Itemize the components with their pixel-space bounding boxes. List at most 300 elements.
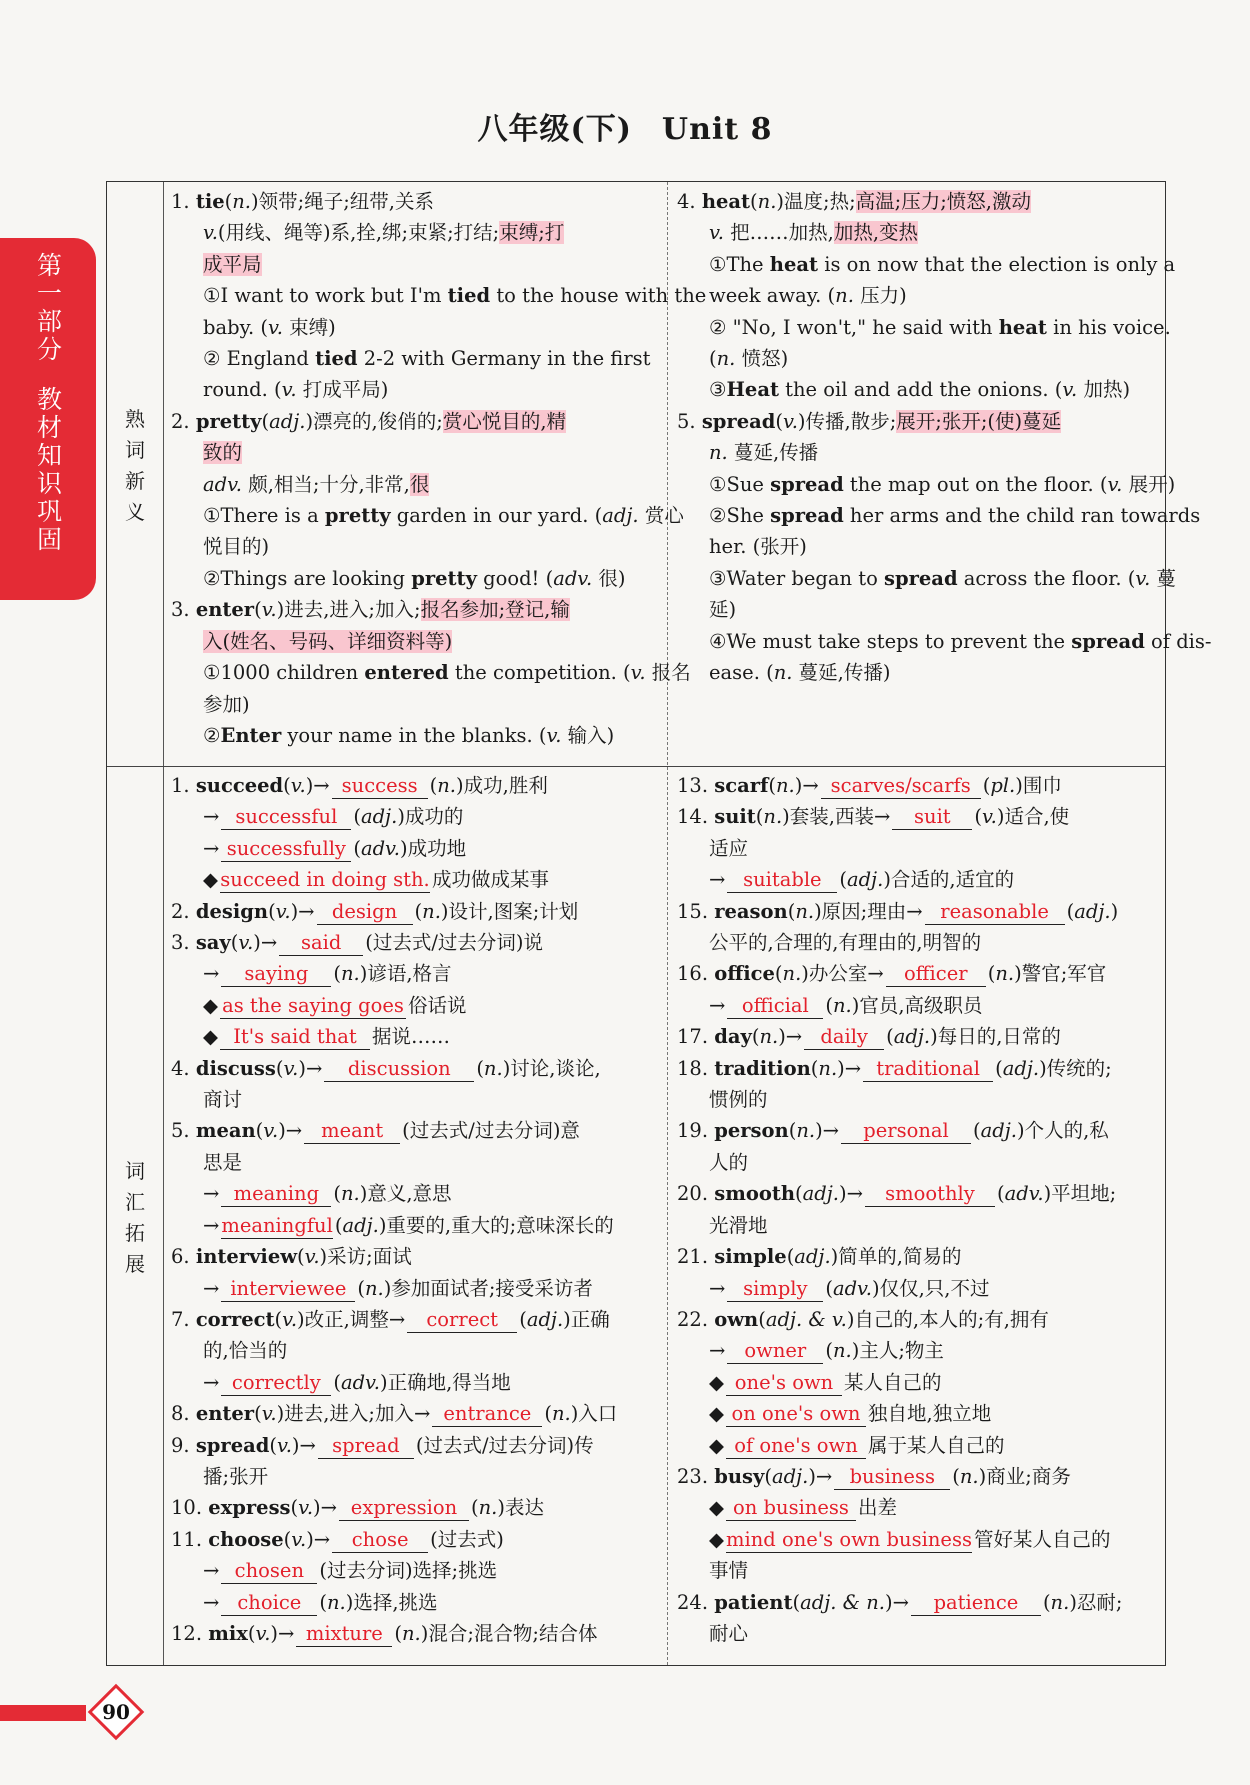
headword: heat	[998, 315, 1047, 339]
section-label-char: 词	[125, 438, 145, 462]
text-line	[677, 1210, 1161, 1241]
text-line	[677, 406, 1161, 437]
text-segment: 延)	[709, 598, 737, 622]
answer-blank: as the saying goes	[220, 994, 406, 1019]
text-segment: 蔓	[1150, 566, 1177, 590]
answer-blank: correct	[407, 1308, 517, 1333]
page-number: 90	[102, 1700, 130, 1724]
text-segment: )每日的,日常的	[930, 1025, 1061, 1049]
text-line	[171, 531, 661, 562]
answer-blank: discussion	[324, 1057, 474, 1082]
text-segment: (	[519, 1307, 527, 1331]
headword: tied	[315, 347, 358, 371]
section-label-vocabulary	[107, 1156, 163, 1280]
text-segment: ◆	[709, 1433, 724, 1457]
text-segment: adj.	[269, 409, 306, 433]
text-segment: (	[758, 1307, 766, 1331]
text-segment: adj.	[802, 1182, 839, 1206]
highlighted-meaning: 报名参加;登记,输	[420, 598, 570, 622]
text-segment: 赏心	[638, 504, 684, 528]
text-segment: →	[203, 1182, 220, 1206]
section-label-char: 词	[125, 1159, 145, 1183]
text-line	[171, 217, 661, 248]
text-segment: v.	[275, 899, 291, 923]
headword: spread	[770, 472, 844, 496]
text-segment: ①The	[709, 252, 770, 276]
text-line	[677, 770, 1161, 801]
answer-blank: spread	[318, 1434, 414, 1459]
text-segment: adj.	[1074, 899, 1111, 923]
highlighted-meaning: 高温;压力;愤怒,激动	[855, 190, 1032, 213]
text-line	[171, 1398, 661, 1429]
text-segment: )→	[270, 1621, 295, 1645]
text-segment: adj.	[342, 1213, 379, 1237]
text-line	[171, 1492, 661, 1523]
text-segment: 打成平局)	[296, 378, 389, 402]
text-line	[171, 1461, 661, 1492]
answer-blank: success	[332, 774, 428, 799]
text-segment: n.	[775, 774, 795, 797]
highlighted-meaning: 很	[409, 472, 430, 496]
text-segment: (过去式/过去分词)意	[402, 1119, 580, 1143]
text-segment: )→	[253, 931, 278, 955]
answer-blank: It's said that	[220, 1025, 370, 1050]
answer-blank: traditional	[863, 1057, 993, 1082]
headword: pretty	[411, 566, 477, 590]
text-line	[677, 833, 1161, 864]
text-segment: adv.	[340, 1370, 380, 1394]
text-segment: n.	[959, 1464, 979, 1488]
text-line	[171, 801, 661, 832]
text-segment: (	[254, 1402, 262, 1426]
text-segment: ◆	[709, 1527, 724, 1551]
text-segment: 适应	[709, 836, 749, 860]
text-segment: (	[333, 1182, 341, 1206]
headword: tie	[195, 190, 225, 213]
answer-blank: chosen	[221, 1559, 317, 1584]
headword: correct	[195, 1307, 275, 1331]
answer-blank: entrance	[432, 1402, 542, 1427]
text-line	[171, 990, 661, 1021]
text-segment: adv.	[1004, 1182, 1044, 1206]
text-segment: →	[203, 1590, 220, 1614]
text-segment: n.	[835, 284, 854, 308]
text-segment: adj. & n.	[800, 1590, 885, 1614]
text-segment: ◆	[709, 1370, 724, 1394]
text-segment: 2.	[171, 409, 196, 433]
text-segment: v.	[277, 1433, 292, 1457]
text-segment: ②Things are looking	[203, 566, 412, 590]
text-segment: )简单的,简易的	[830, 1245, 962, 1269]
text-line	[677, 312, 1171, 343]
text-line	[171, 927, 661, 958]
text-segment: )进去,进入;加入→	[276, 1402, 431, 1426]
text-segment: )→	[291, 1433, 316, 1457]
text-segment: )官员,高级职员	[851, 993, 983, 1017]
text-segment: )忍耐;	[1069, 1590, 1123, 1614]
text-segment: 22.	[677, 1307, 715, 1331]
text-segment: )→	[298, 1056, 323, 1080]
answer-blank: on business	[726, 1496, 856, 1521]
text-segment: (	[973, 1119, 981, 1143]
familiar-words-right-column	[677, 186, 1212, 689]
text-segment: 12.	[171, 1621, 209, 1645]
text-segment: (	[275, 1056, 284, 1080]
answer-blank: mixture	[296, 1622, 392, 1647]
text-segment: )入口	[570, 1402, 618, 1426]
text-segment: )自己的,本人的;有,拥有	[846, 1307, 1049, 1331]
answer-blank: official	[727, 994, 823, 1019]
text-segment: (	[982, 774, 991, 797]
headword: enter	[195, 1402, 255, 1426]
text-segment: )仅仅,只,不过	[871, 1276, 990, 1300]
headword: succeed	[195, 774, 284, 797]
text-segment: garden in our yard. (	[390, 504, 603, 528]
text-segment: 悦目的)	[203, 535, 270, 559]
text-segment: across the floor. (	[957, 566, 1136, 590]
text-segment: (过去式/过去分词)说	[365, 931, 544, 955]
text-line	[171, 469, 661, 500]
headword: office	[714, 962, 775, 986]
text-segment: 1.	[171, 190, 196, 213]
text-segment: adv.	[203, 472, 243, 496]
text-line	[677, 280, 1161, 311]
text-segment: 成功做成某事	[432, 868, 550, 892]
text-segment: (	[764, 1464, 772, 1488]
text-segment: v.	[268, 315, 283, 339]
text-segment: good! (	[476, 566, 554, 590]
text-segment: v.	[298, 1496, 314, 1520]
section-label-char: 熟	[125, 407, 145, 431]
text-segment: →	[709, 993, 726, 1017]
text-segment: 惯例的	[709, 1088, 768, 1112]
text-segment: (	[1042, 1590, 1051, 1614]
text-segment: →	[203, 805, 220, 829]
text-segment: )→	[815, 1119, 840, 1143]
text-line	[171, 1335, 661, 1366]
text-segment: 颇,相当;十分,非常,	[242, 472, 410, 496]
text-line	[171, 958, 661, 989]
highlighted-meaning: 成平局	[203, 252, 262, 276]
text-line	[677, 1555, 1161, 1586]
text-segment: ③Water began to	[709, 566, 885, 590]
text-segment: )采访;面试	[319, 1245, 412, 1269]
text-segment: 属于某人自己的	[868, 1433, 1005, 1457]
answer-blank: simply	[727, 1277, 823, 1302]
text-segment: (	[825, 993, 833, 1017]
text-segment: →	[203, 962, 220, 986]
side-tab-topic: 教材知识巩固	[33, 386, 63, 554]
text-segment: (	[775, 409, 783, 433]
text-segment: (	[334, 1213, 343, 1237]
text-segment: n.	[437, 774, 457, 797]
text-segment: (	[839, 868, 847, 892]
text-segment: )→	[305, 774, 330, 797]
text-line	[171, 689, 661, 720]
answer-blank: choice	[221, 1591, 317, 1616]
text-segment: →	[709, 1276, 726, 1300]
text-line	[171, 1618, 661, 1649]
headword: express	[208, 1496, 291, 1520]
text-line	[677, 1430, 1161, 1461]
text-segment: (	[544, 1402, 552, 1426]
text-segment: 13.	[677, 774, 715, 797]
text-segment: adj.	[360, 805, 398, 829]
text-segment: v.	[1135, 566, 1151, 590]
text-line	[677, 1618, 1161, 1649]
text-segment: v.	[263, 1119, 279, 1143]
headword: own	[714, 1307, 759, 1331]
text-segment: )→	[290, 899, 315, 923]
text-segment: (	[333, 962, 341, 986]
text-segment: baby. (	[203, 315, 269, 339]
answer-blank: expression	[339, 1496, 469, 1521]
text-segment: (	[786, 1245, 795, 1269]
text-segment: ◆	[203, 1025, 218, 1049]
answer-blank: mind one's own business	[726, 1527, 972, 1551]
text-line	[677, 249, 1176, 280]
headword: tradition	[714, 1056, 811, 1080]
text-segment: (过去式/过去分词)传	[415, 1433, 594, 1457]
text-segment: n.	[995, 962, 1015, 986]
text-segment: n.	[364, 1276, 384, 1300]
text-line	[677, 1053, 1161, 1084]
text-segment: (	[795, 1182, 803, 1206]
text-segment: )谚语,格言	[359, 962, 452, 986]
text-segment: 束缚)	[282, 315, 336, 339]
text-line	[171, 864, 661, 895]
text-segment: 2.	[171, 899, 196, 923]
text-segment: n.	[832, 1339, 852, 1363]
text-line	[171, 770, 661, 801]
section-label-char: 拓	[125, 1221, 145, 1245]
text-segment: )→	[794, 774, 819, 797]
answer-blank: interviewee	[221, 1277, 355, 1302]
text-segment: (	[353, 805, 361, 829]
text-line	[677, 958, 1161, 989]
answer-blank: suit	[892, 805, 972, 830]
section-label-char: 新	[125, 469, 145, 493]
text-segment: 耐心	[709, 1621, 749, 1645]
text-segment: (	[768, 774, 776, 797]
text-segment: (	[268, 899, 276, 923]
text-segment: (	[825, 1339, 833, 1363]
text-line	[677, 437, 1161, 468]
text-segment: n.	[716, 347, 736, 371]
text-segment: adj.	[771, 1464, 809, 1488]
text-segment: 23.	[677, 1464, 715, 1488]
text-line	[677, 626, 1212, 657]
text-segment: (	[394, 1621, 402, 1645]
text-segment: (	[996, 1182, 1005, 1206]
text-line	[677, 594, 1161, 625]
headword: entered	[364, 661, 449, 685]
text-segment: 8.	[171, 1402, 196, 1426]
highlighted-meaning: 展开;张开;(使)蔓延	[896, 409, 1062, 433]
content-table	[106, 181, 1212, 1666]
text-segment: ③	[709, 378, 727, 402]
text-segment: v.	[238, 931, 254, 955]
text-segment: n.	[773, 661, 793, 685]
text-segment: →	[709, 1339, 726, 1363]
text-segment: n.	[422, 899, 441, 923]
text-segment: ④We must take steps to prevent the	[709, 629, 1072, 653]
text-segment: )→	[306, 1527, 331, 1551]
text-segment: 19.	[677, 1119, 715, 1143]
text-segment: (	[709, 347, 717, 371]
text-segment: v.	[281, 378, 297, 402]
answer-blank: chose	[332, 1528, 428, 1553]
text-segment: 播;张开	[203, 1464, 269, 1488]
text-segment: (	[254, 598, 262, 622]
text-line	[171, 1241, 661, 1272]
text-segment: 11.	[171, 1527, 209, 1551]
answer-blank: patience	[911, 1591, 1041, 1616]
text-segment: )进去,进入;加入;	[276, 598, 421, 622]
text-segment: (	[476, 1056, 484, 1080]
text-line	[677, 531, 1161, 562]
text-segment: )改正,调整→	[297, 1307, 406, 1331]
text-segment: (	[353, 836, 361, 860]
text-segment: (	[319, 1590, 327, 1614]
text-segment: )混合;混合物;结合体	[420, 1621, 598, 1645]
text-segment: 15.	[677, 899, 715, 923]
headword: scarf	[714, 774, 769, 797]
text-segment: (	[792, 1590, 801, 1614]
label-divider	[163, 182, 164, 1665]
answer-blank: business	[834, 1465, 950, 1490]
text-segment: 参加)	[203, 692, 250, 716]
text-segment: ①1000 children	[203, 661, 365, 685]
text-segment: v.	[1107, 472, 1123, 496]
text-segment: v.	[261, 598, 277, 622]
text-segment: n.	[818, 1056, 838, 1080]
vocabulary-left-column	[171, 770, 661, 1649]
text-segment: v.	[282, 1307, 298, 1331]
text-segment: v.	[290, 774, 306, 797]
text-segment: 愤怒)	[735, 347, 789, 371]
text-line	[677, 343, 1161, 374]
text-segment: n.	[782, 962, 802, 986]
text-line	[677, 500, 1201, 531]
text-segment: (	[255, 1119, 264, 1143]
text-segment: )成功,胜利	[456, 774, 548, 797]
text-line	[171, 1021, 661, 1052]
text-line	[171, 343, 661, 374]
text-line	[171, 1115, 661, 1146]
text-segment: (	[987, 962, 996, 986]
headword: Enter	[220, 723, 282, 747]
answer-blank: successfully	[221, 837, 351, 862]
text-segment: )设计,图案;计划	[440, 899, 579, 923]
text-line	[677, 1524, 1161, 1555]
text-segment: (过去式)	[430, 1527, 504, 1551]
text-segment: 7.	[171, 1307, 196, 1331]
text-segment: (	[290, 1496, 299, 1520]
text-segment: )传播,散步;	[797, 409, 897, 433]
headword: mean	[195, 1119, 256, 1143]
text-segment: n.	[795, 899, 815, 923]
text-segment: v.	[546, 723, 562, 747]
text-segment: 10.	[171, 1496, 209, 1520]
text-segment: adv.	[832, 1276, 872, 1300]
text-segment: (	[429, 774, 438, 797]
text-segment: adv.	[553, 566, 593, 590]
headword: Heat	[726, 378, 779, 402]
text-segment: 报名	[645, 661, 691, 685]
text-segment: v.	[981, 805, 997, 829]
text-segment: )温度;热;	[776, 190, 856, 213]
headword: spread	[770, 504, 844, 528]
answer-blank: owner	[727, 1339, 823, 1364]
text-line	[677, 1178, 1161, 1209]
text-segment: (	[247, 1621, 256, 1645]
text-segment: )重要的,重大的;意味深长的	[378, 1213, 614, 1237]
highlighted-meaning: 入(姓名、号码、详细资料等)	[203, 629, 453, 653]
text-segment: )正确地,得当地	[379, 1370, 511, 1394]
answer-blank: reasonable	[925, 900, 1065, 925]
text-segment: (	[224, 190, 233, 213]
headword: mix	[208, 1621, 248, 1645]
text-segment: )领带;绳子;纽带,关系	[251, 190, 434, 213]
text-segment: 20.	[677, 1182, 715, 1206]
headword: pretty	[324, 504, 391, 528]
text-line	[171, 1587, 661, 1618]
text-segment: ◆	[203, 868, 218, 892]
text-segment: the oil and add the onions. (	[778, 378, 1063, 402]
text-segment: v.	[261, 1402, 277, 1426]
text-line	[677, 801, 1161, 832]
text-segment: →	[203, 1370, 220, 1394]
headword: pretty	[195, 409, 262, 433]
text-segment: n.	[832, 993, 852, 1017]
text-line	[171, 657, 691, 688]
text-segment: →	[203, 1213, 220, 1237]
text-line	[677, 1241, 1161, 1272]
text-segment: n.	[401, 1621, 421, 1645]
text-line	[677, 1335, 1161, 1366]
text-line	[677, 217, 1161, 248]
text-line	[677, 896, 1161, 927]
text-line	[171, 1524, 661, 1555]
text-segment: )→	[837, 1056, 862, 1080]
text-segment: )成功的	[397, 805, 464, 829]
text-segment: ◆	[709, 1402, 724, 1426]
text-segment: 据说……	[372, 1025, 451, 1049]
text-segment: her arms and the child ran towards	[843, 504, 1201, 528]
text-segment: (	[755, 805, 764, 829]
side-tab	[0, 238, 96, 600]
text-segment: n.	[757, 190, 777, 213]
text-segment: ② England	[203, 347, 316, 371]
grade-label: 八年级(下)	[477, 112, 632, 147]
text-line	[677, 990, 1161, 1021]
text-segment: n.	[763, 805, 783, 829]
text-segment: week away. (	[709, 284, 836, 308]
text-segment: ①There is a	[203, 504, 325, 528]
text-line	[171, 626, 661, 657]
text-segment: )平坦地;	[1043, 1182, 1117, 1206]
headword: heat	[769, 252, 819, 276]
text-line	[677, 1587, 1161, 1618]
text-segment: ②	[203, 723, 221, 747]
answer-blank: suitable	[727, 868, 837, 893]
section-label-char: 展	[125, 1252, 145, 1276]
text-segment: your name in the blanks. (	[281, 723, 547, 747]
text-segment: )适合,使	[996, 805, 1070, 829]
headword: day	[714, 1025, 752, 1049]
answer-blank: design	[317, 900, 413, 925]
